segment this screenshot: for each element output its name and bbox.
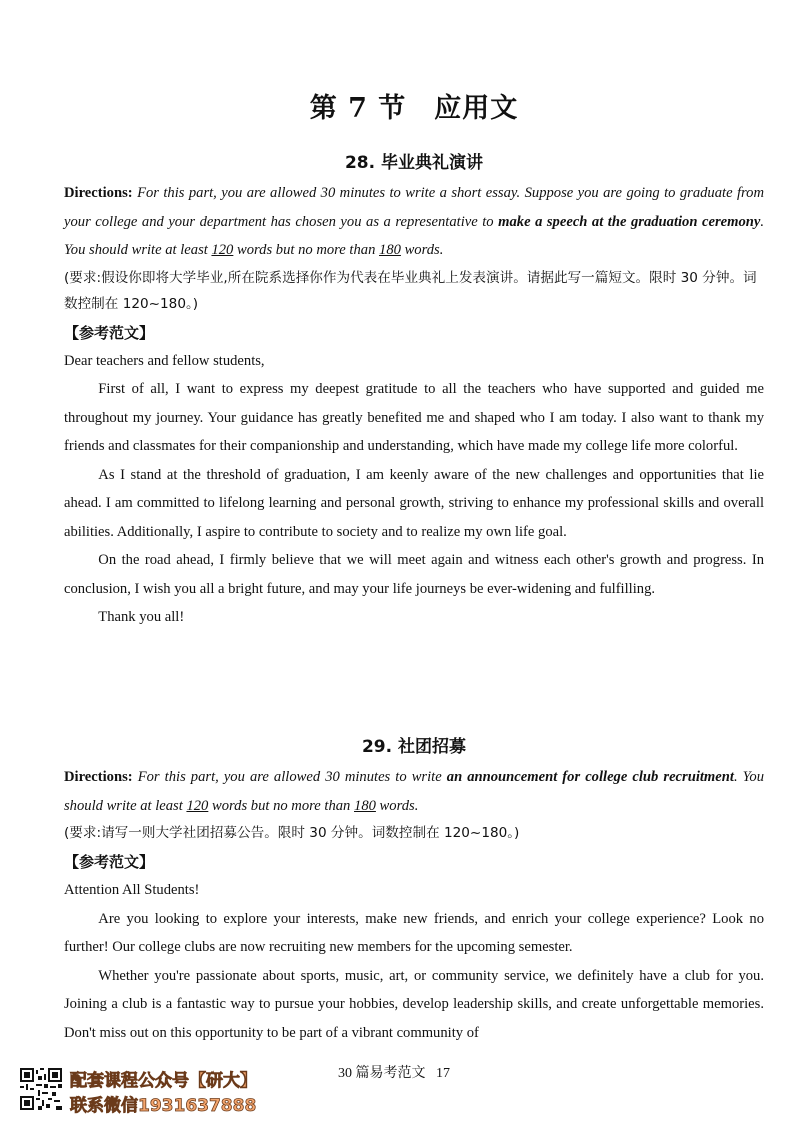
essay-paragraph: On the road ahead, I firmly believe that we will meet again and witness each other's growth and progress. In conclusion, I wish you all a bright future, and may your life journeys be ever-widening and fulfilling. xyxy=(64,552,764,597)
requirement-cn: (要求:假设你即将大学毕业,所在院系选择你作为代表在毕业典礼上发表演讲。请据此写一篇短文。限时 30 分钟。词数控制在 120~180。) xyxy=(64,269,757,312)
section-28 xyxy=(64,148,764,632)
directions-text: For this part, you are allowed 30 minutes to write xyxy=(132,769,447,785)
chapter-title: 第 7 节 应用文 xyxy=(309,93,519,124)
directions-sep: : xyxy=(127,769,133,785)
directions xyxy=(64,763,764,820)
directions-label: Directions xyxy=(64,769,128,785)
directions-task: make a speech at the graduation ceremony xyxy=(498,213,761,230)
min-words: 120 xyxy=(211,242,234,258)
directions-text: words but no more than xyxy=(233,242,380,258)
essay-greeting: Dear teachers and fellow students, xyxy=(64,352,265,369)
directions xyxy=(64,179,764,265)
requirement-cn: (要求:请写一则大学社团招募公告。限时 30 分钟。词数控制在 120~180。) xyxy=(64,825,520,841)
directions-label: Directions xyxy=(64,185,128,201)
min-words: 120 xyxy=(186,797,209,814)
directions-task: an announcement for college club recruitment xyxy=(446,769,734,785)
directions-text: . You should write at least xyxy=(64,769,765,814)
section-title: 28. 毕业典礼演讲 xyxy=(344,153,484,173)
essay-greeting: Attention All Students! xyxy=(64,882,200,898)
essay-closing: Thank you all! xyxy=(98,609,185,625)
book-title: 30 篇易考范文 xyxy=(338,1066,426,1081)
reference-label: 【参考范文】 xyxy=(64,323,155,342)
max-words: 180 xyxy=(379,242,401,258)
page-number: 17 xyxy=(436,1066,450,1081)
watermark-line-2: 联系微信1931637888 xyxy=(70,1096,257,1116)
essay-paragraph: As I stand at the threshold of graduation, I am keenly aware of the new challenges and opportunities that lie ahead. I am committed to lifelong learning and personal growth, striving to enhance my professional skills and overall abilities. Additionally, I aspire to contribute to society and to realize my own life goal. xyxy=(64,466,764,540)
max-words: 180 xyxy=(354,797,376,814)
section-29 xyxy=(64,732,764,1047)
essay-paragraph: Whether you're passionate about sports, music, art, or community service, we definitely have a club for you. Joining a club is a fantastic way to pursue your hobbies, develop leadership skills, and create unforgettable memories. Don't miss out on this opportunity to be part of a vibrant community of xyxy=(64,967,764,1041)
directions-text: . You should write at least xyxy=(64,213,764,258)
directions-text: For this part, you are allowed 30 minutes to write a short essay. Suppose you are going to graduate from your college and your department has chosen you as a representative to xyxy=(64,185,764,230)
essay-paragraph: Are you looking to explore your interests, make new friends, and enrich your college experience? Look no further! Our college clubs are now recruiting new members for the upcoming semester. xyxy=(64,910,764,955)
qr-code-icon xyxy=(20,1068,62,1110)
directions-sep: : xyxy=(127,185,133,201)
directions-text: words. xyxy=(375,797,419,814)
directions-text: words but no more than xyxy=(208,797,355,814)
essay-paragraph: First of all, I want to express my deepest gratitude to all the teachers who have supported and guided me throughout my journey. Your guidance has greatly benefited me and shaped who I am today. I also want to thank my friends and classmates for their companionship and understanding, which have made my college life more colorful. xyxy=(64,381,764,454)
section-title: 29. 社团招募 xyxy=(361,737,467,757)
page-footer xyxy=(338,1062,450,1082)
reference-label: 【参考范文】 xyxy=(64,853,155,871)
directions-text: words. xyxy=(400,242,444,258)
watermark-line-1: 配套课程公众号【研大】 xyxy=(70,1071,257,1091)
